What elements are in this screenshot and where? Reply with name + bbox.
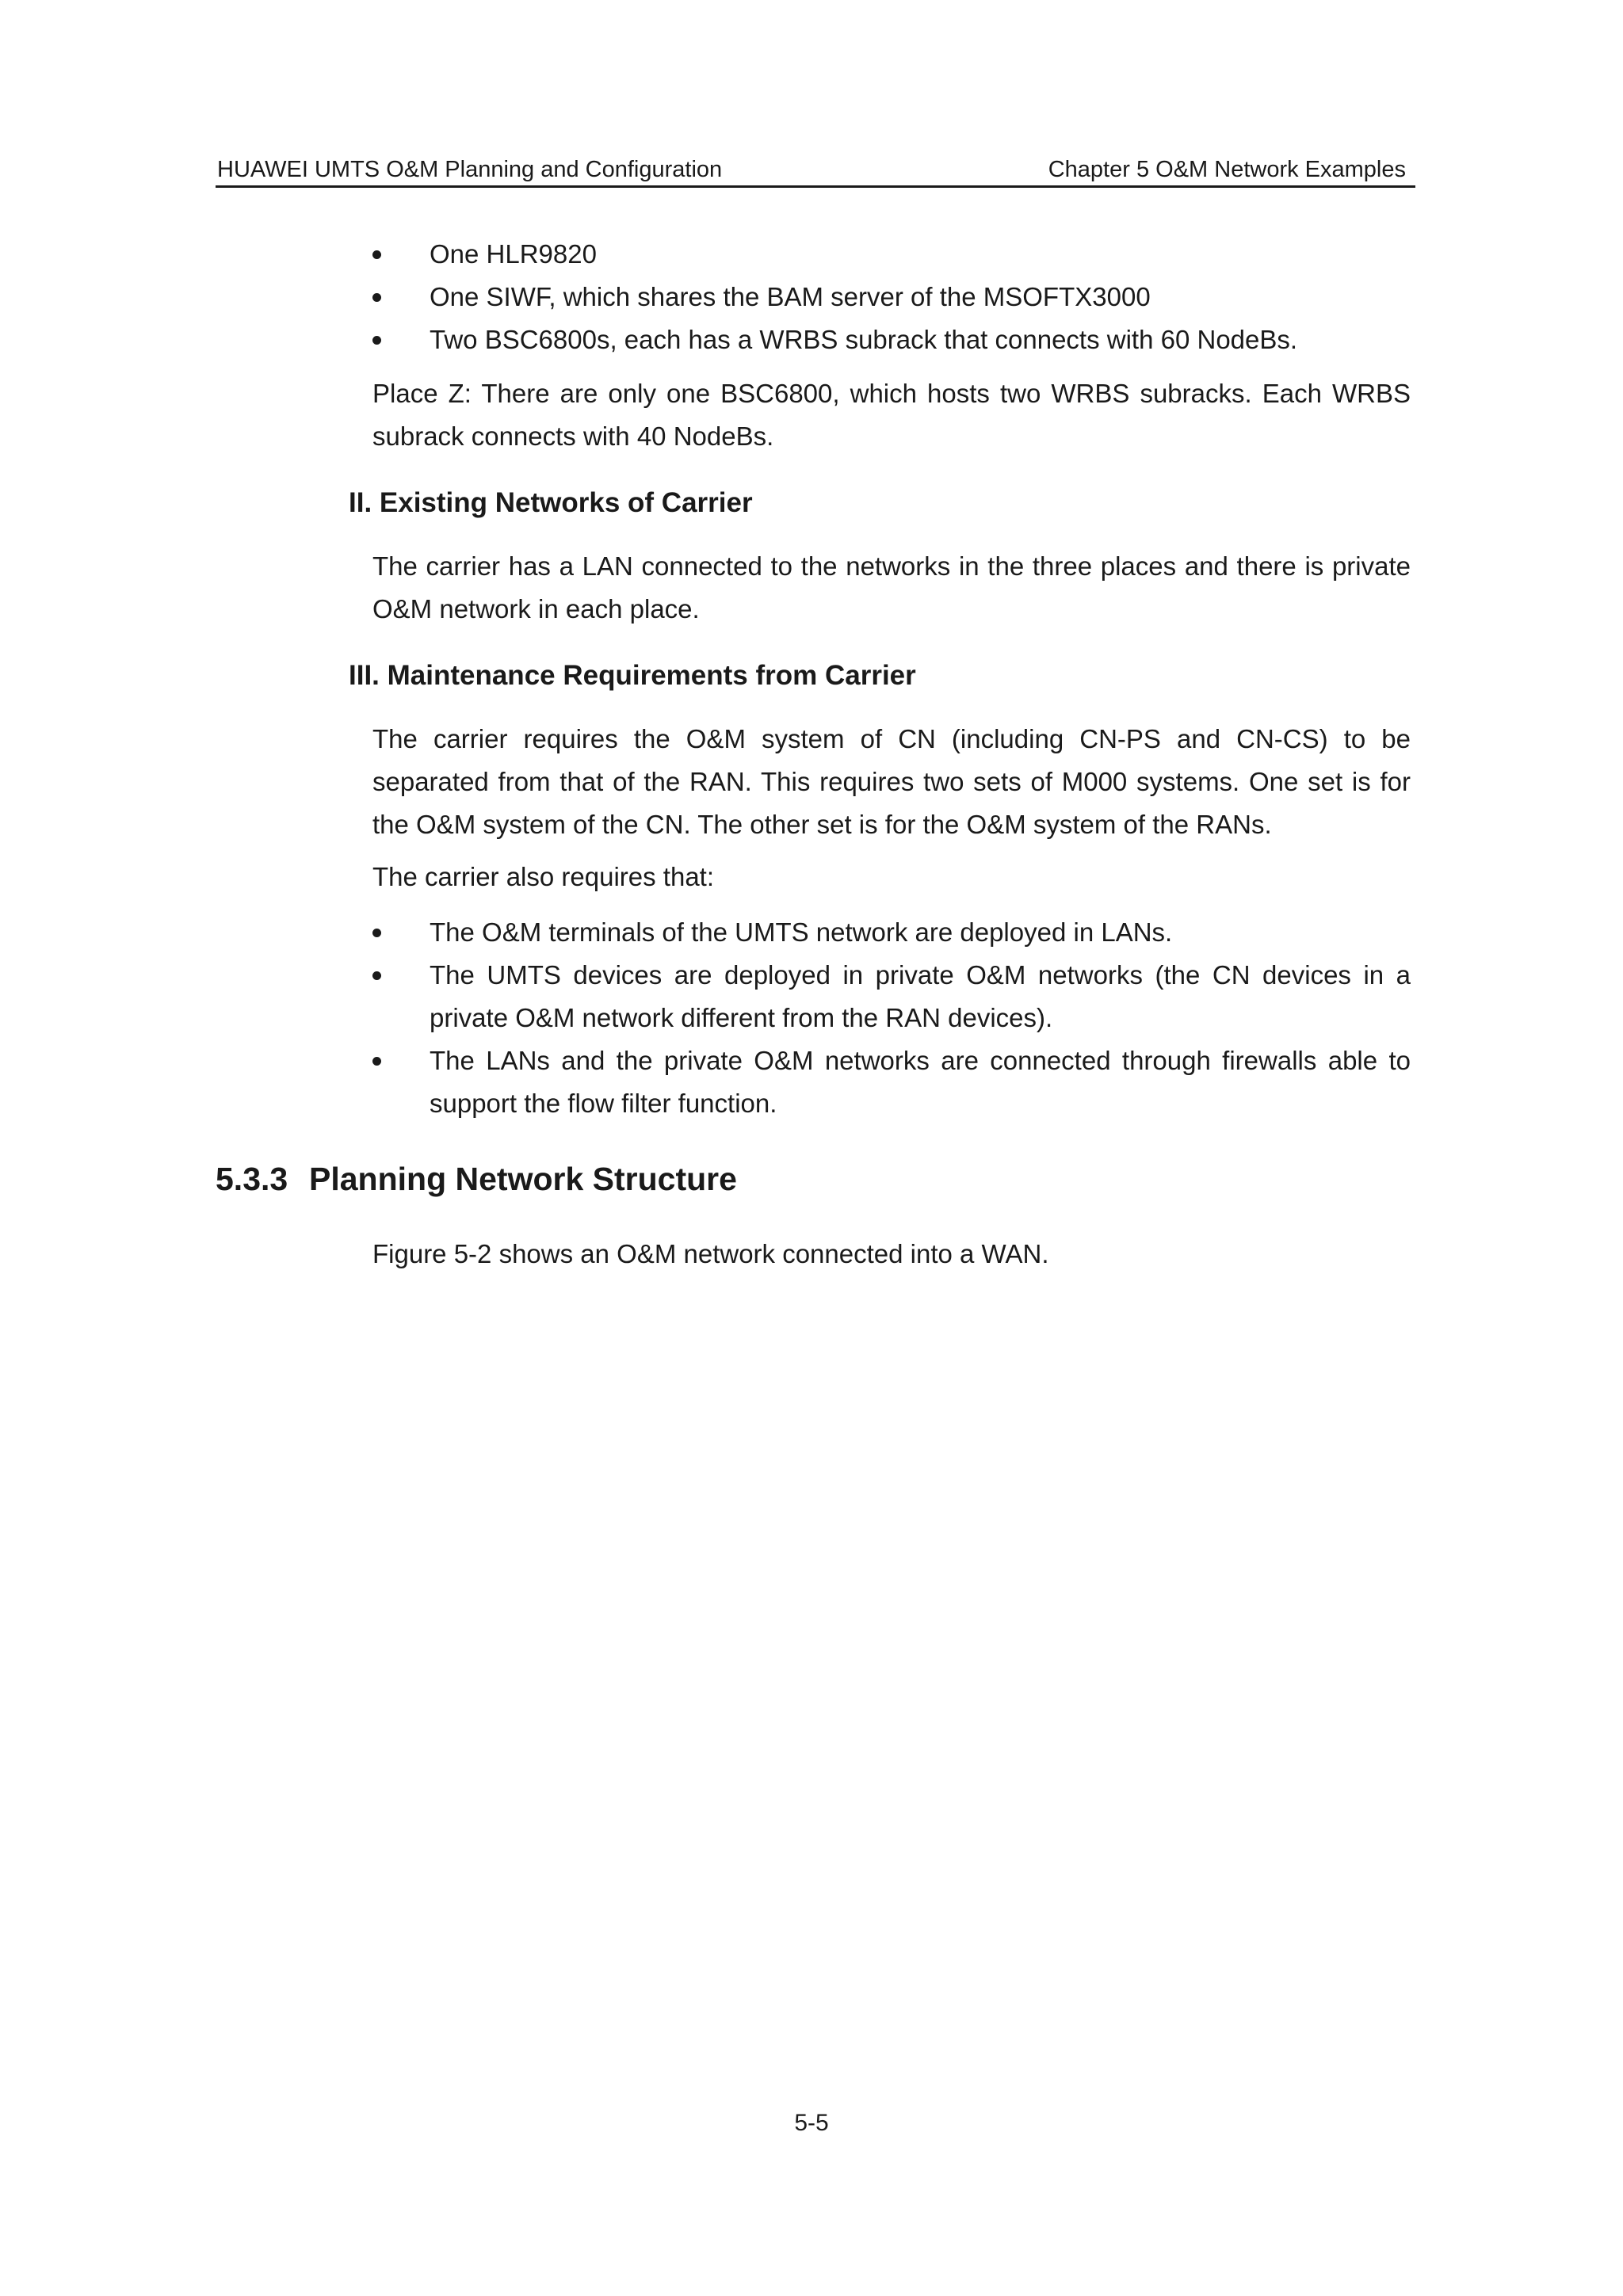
section-5-3-3-paragraph: Figure 5-2 shows an O&M network connected into a WAN.: [372, 1239, 1049, 1268]
bullet-icon: [372, 250, 381, 259]
section-ii-paragraph: The carrier has a LAN connected to the networks in the three places and there is private O&M network in each place.: [372, 551, 1411, 624]
section-iii-heading: III. Maintenance Requirements from Carrier: [349, 660, 916, 691]
header-chapter-title: Chapter 5 O&M Network Examples: [1048, 157, 1406, 182]
bullet-icon: [372, 336, 381, 345]
list-item-text: Two BSC6800s, each has a WRBS subrack that connects with 60 NodeBs.: [430, 325, 1298, 354]
list-item-text: One HLR9820: [430, 239, 597, 269]
section-title: Planning Network Structure: [309, 1161, 737, 1197]
bullet-icon: [372, 929, 381, 937]
section-iii-paragraph: The carrier requires the O&M system of CN (including CN-PS and CN-CS) to be separated from that of the RAN. This requires two sets of M000 systems. One set is for the O&M system of the CN. The other set is for the O&M system of the RANs.: [372, 724, 1411, 839]
list-item-text: The O&M terminals of the UMTS network are deployed in LANs.: [430, 917, 1173, 947]
list-item-text: The LANs and the private O&M networks are connected through firewalls able to support the flow filter function.: [430, 1046, 1411, 1118]
bullet-icon: [372, 971, 381, 980]
place-z-paragraph: Place Z: There are only one BSC6800, which hosts two WRBS subracks. Each WRBS subrack connects with 40 NodeBs.: [372, 379, 1411, 451]
bullet-icon: [372, 293, 381, 302]
page-number: 5-5: [794, 2110, 829, 2136]
bullet-icon: [372, 1057, 381, 1066]
page-header: [216, 154, 1415, 188]
section-number: 5.3.3: [216, 1161, 288, 1197]
section-5-3-3-heading: [216, 1155, 737, 1203]
list-item-text: One SIWF, which shares the BAM server of the MSOFTX3000: [430, 282, 1151, 311]
section-iii-intro: The carrier also requires that:: [372, 862, 715, 891]
header-document-title: HUAWEI UMTS O&M Planning and Configuration: [217, 157, 723, 182]
list-item-text: The UMTS devices are deployed in private O&M networks (the CN devices in a private O&M network different from the RAN devices).: [430, 960, 1411, 1032]
section-ii-heading: II. Existing Networks of Carrier: [349, 487, 753, 518]
